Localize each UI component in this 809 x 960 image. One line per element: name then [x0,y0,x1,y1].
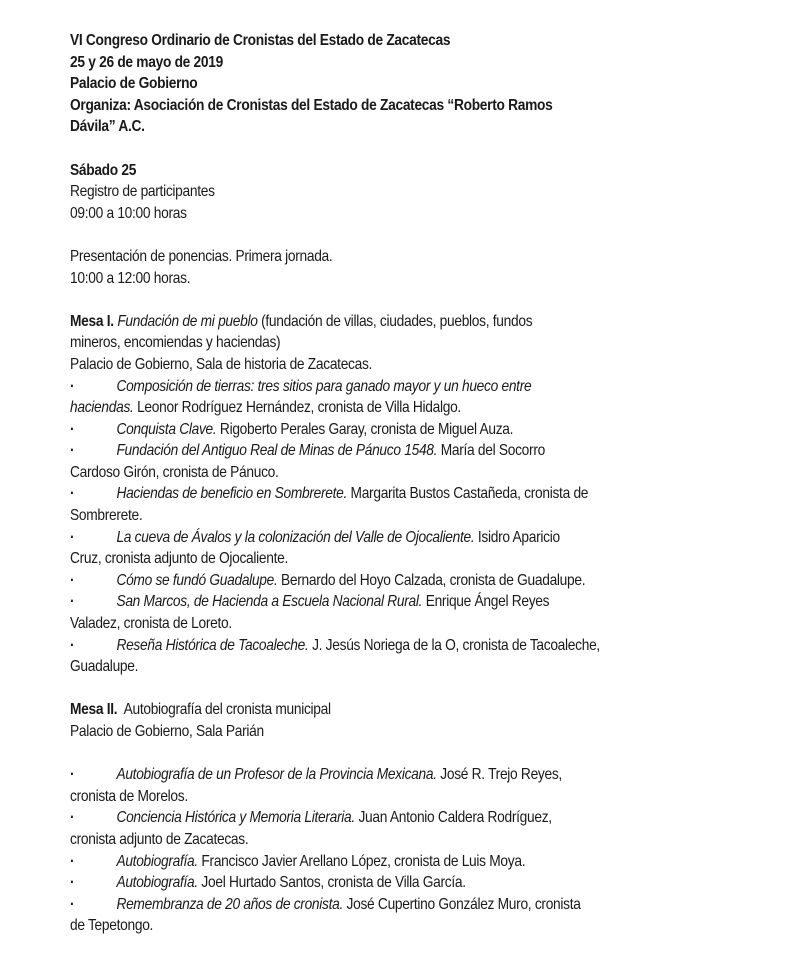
paper-author: Enrique Ángel Reyes [422,593,550,611]
paper-author: Leonor Rodríguez Hernández, cronista de Villa Hidalgo. [133,399,461,417]
list-item [70,570,790,592]
paper-author: José Cupertino González Muro, cronista [343,895,581,913]
paper-author: María del Socorro [437,442,545,460]
bullet-icon [70,570,116,592]
registration-label: Registro de participantes [70,183,215,201]
list-item [70,635,790,678]
paper-title: Fundación del Antiguo Real de Minas de Pánuco 1548. [116,442,438,460]
paper-author: J. Jesús Noriega de la O, cronista de Tacoaleche, [308,636,600,654]
paper-title: Reseña Histórica de Tacoaleche. [116,636,309,654]
paper-author: Francisco Javier Arellano López, cronista de Luis Moya. [197,852,526,870]
list-item [70,591,790,634]
mesa-2-heading [70,699,689,721]
list-item [70,872,790,894]
paper-title: Conciencia Histórica y Memoria Literaria. [116,809,355,827]
program-document [70,30,790,937]
paper-author: Joel Hurtado Santos, cronista de Villa García. [197,874,466,892]
mesa-location: Palacio de Gobierno, Sala de historia de Zacatecas. [70,355,373,373]
bullet-icon [70,872,116,894]
paper-author-cont: Guadalupe. [70,658,139,676]
paper-author: Isidro Aparicio [474,528,560,546]
list-item [70,419,790,441]
day-heading: Sábado 25 [70,161,137,179]
paper-author-cont: Cardoso Girón, cronista de Pánuco. [70,463,279,481]
mesa-1 [70,311,790,678]
bullet-icon [70,807,116,829]
mesa-theme: Fundación de mi pueblo [117,312,258,330]
paper-author-cont: de Tepetongo. [70,917,154,935]
bullet-icon [70,591,116,613]
paper-author: Bernardo del Hoyo Calzada, cronista de Guadalupe. [277,571,586,589]
list-item [70,894,790,937]
mesa-theme-rest: (fundación de villas, ciudades, pueblos, fundos [257,312,533,330]
paper-title-cont: haciendas. [70,399,134,417]
bullet-icon [70,635,116,657]
mesa-location: Palacio de Gobierno, Sala Parián [70,723,264,740]
presentation-label: Presentación de ponencias. Primera jornada. [70,247,333,265]
bullet-icon [70,851,116,873]
organizer-line-1: Organiza: Asociación de Cronistas del Estado de Zacatecas “Roberto Ramos [70,96,553,114]
paper-title: Autobiografía. [116,874,198,892]
congress-venue: Palacio de Gobierno [70,75,198,93]
bullet-icon [70,894,116,916]
mesa-theme-line-2: mineros, encomiendas y haciendas) [70,334,281,352]
congress-dates: 25 y 26 de mayo de 2019 [70,53,223,71]
paper-author: Rigoberto Perales Garay, cronista de Miguel Auza. [216,420,514,438]
paper-author: José R. Trejo Reyes, [436,766,562,784]
paper-title: San Marcos, de Hacienda a Escuela Nacional Rural. [116,593,423,611]
bullet-icon [70,376,116,398]
paper-title: Autobiografía de un Profesor de la Provincia Mexicana. [116,766,437,784]
list-item [70,851,790,873]
paper-author: Juan Antonio Caldera Rodríguez, [354,809,552,827]
bullet-icon [70,764,116,786]
list-item [70,376,790,419]
organizer-line-2: Dávila” A.C. [70,118,145,136]
list-item [70,527,790,570]
mesa-label: Mesa I. [70,312,114,330]
list-item [70,807,790,850]
mesa-1-heading [70,311,689,333]
paper-title: Conquista Clave. [116,420,217,438]
list-item [70,483,790,526]
paper-author-cont: cronista adjunto de Zacatecas. [70,830,249,848]
mesa-2 [70,699,790,937]
mesa-label: Mesa II. [70,701,118,719]
paper-title: Haciendas de beneficio en Sombrerete. [116,485,348,503]
bullet-icon [70,527,116,549]
bullet-icon [70,419,116,441]
paper-title: Composición de tierras: tres sitios para ganado mayor y un hueco entre [116,377,532,395]
bullet-icon [70,440,116,462]
presentation-time: 10:00 a 12:00 horas. [70,269,191,287]
paper-title: La cueva de Ávalos y la colonización del Valle de Ojocaliente. [116,528,475,546]
paper-title: Remembranza de 20 años de cronista. [116,895,344,913]
paper-author-cont: Valadez, cronista de Loreto. [70,615,232,633]
congress-title: VI Congreso Ordinario de Cronistas del Estado de Zacatecas [70,32,451,49]
list-item [70,440,790,483]
registration-time: 09:00 a 10:00 horas [70,204,187,222]
paper-title: Cómo se fundó Guadalupe. [116,571,278,589]
paper-author-cont: Cruz, cronista adjunto de Ojocaliente. [70,550,289,568]
paper-title: Autobiografía. [116,852,198,870]
paper-author-cont: cronista de Morelos. [70,787,188,805]
paper-author: Margarita Bustos Castañeda, cronista de [347,485,589,503]
bullet-icon [70,483,116,505]
mesa-theme: Autobiografía del cronista municipal [117,701,331,719]
paper-author-cont: Sombrerete. [70,507,143,525]
list-item [70,764,790,807]
